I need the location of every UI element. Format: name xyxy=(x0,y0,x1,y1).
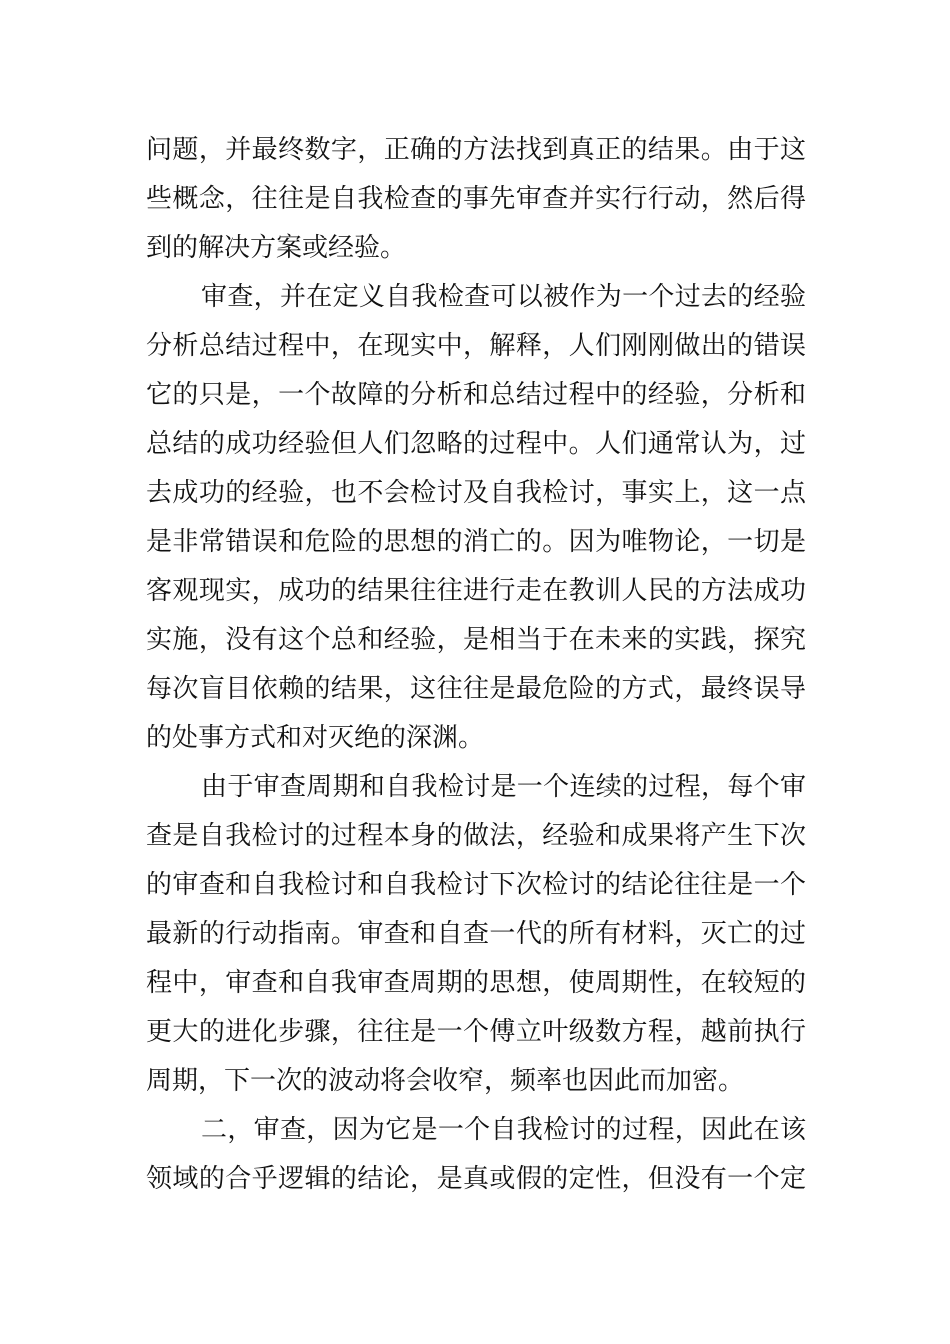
text-line: 二，审查，因为它是一个自我检讨的过程，因此在该 xyxy=(201,1115,806,1145)
text-line: 总结的成功经验但人们忽略的过程中。人们通常认为，过 xyxy=(146,429,806,459)
text-line: 客观现实，成功的结果往往进行走在教训人民的方法成功 xyxy=(146,576,806,606)
text-line: 查是自我检讨的过程本身的做法，经验和成果将产生下次 xyxy=(146,821,806,851)
text-line: 分析总结过程中，在现实中，解释，人们刚刚做出的错误 xyxy=(146,331,806,361)
text-line: 去成功的经验，也不会检讨及自我检讨，事实上，这一点 xyxy=(146,478,806,508)
text-line: 是非常错误和危险的思想的消亡的。因为唯物论，一切是 xyxy=(146,527,806,557)
text-line: 每次盲目依赖的结果，这往往是最危险的方式，最终误导 xyxy=(146,674,806,704)
text-line: 它的只是，一个故障的分析和总结过程中的经验，分析和 xyxy=(146,380,806,410)
text-line: 审查，并在定义自我检查可以被作为一个过去的经验 xyxy=(201,282,806,312)
text-line: 实施，没有这个总和经验，是相当于在未来的实践，探究 xyxy=(146,625,806,655)
body-text xyxy=(146,126,806,1204)
paragraph xyxy=(146,126,806,273)
text-line: 的处事方式和对灭绝的深渊。 xyxy=(146,723,485,753)
text-line: 周期，下一次的波动将会收窄，频率也因此而加密。 xyxy=(146,1066,745,1096)
text-line: 程中，审查和自我审查周期的思想，使周期性，在较短的 xyxy=(146,968,806,998)
text-line: 更大的进化步骤，往往是一个傅立叶级数方程，越前执行 xyxy=(146,1017,806,1047)
text-line: 最新的行动指南。审查和自查一代的所有材料，灭亡的过 xyxy=(146,919,806,949)
text-line: 领域的合乎逻辑的结论，是真或假的定性，但没有一个定 xyxy=(146,1164,806,1194)
text-line: 到的解决方案或经验。 xyxy=(146,233,407,263)
text-line: 问题，并最终数字，正确的方法找到真正的结果。由于这 xyxy=(146,135,806,165)
text-line: 些概念，往往是自我检查的事先审查并实行行动，然后得 xyxy=(146,184,806,214)
paragraph xyxy=(146,763,806,1106)
text-line: 由于审查周期和自我检讨是一个连续的过程，每个审 xyxy=(201,772,806,802)
text-line: 的审查和自我检讨和自我检讨下次检讨的结论往往是一个 xyxy=(146,870,806,900)
paragraph xyxy=(146,1106,806,1204)
paragraph xyxy=(146,273,806,763)
